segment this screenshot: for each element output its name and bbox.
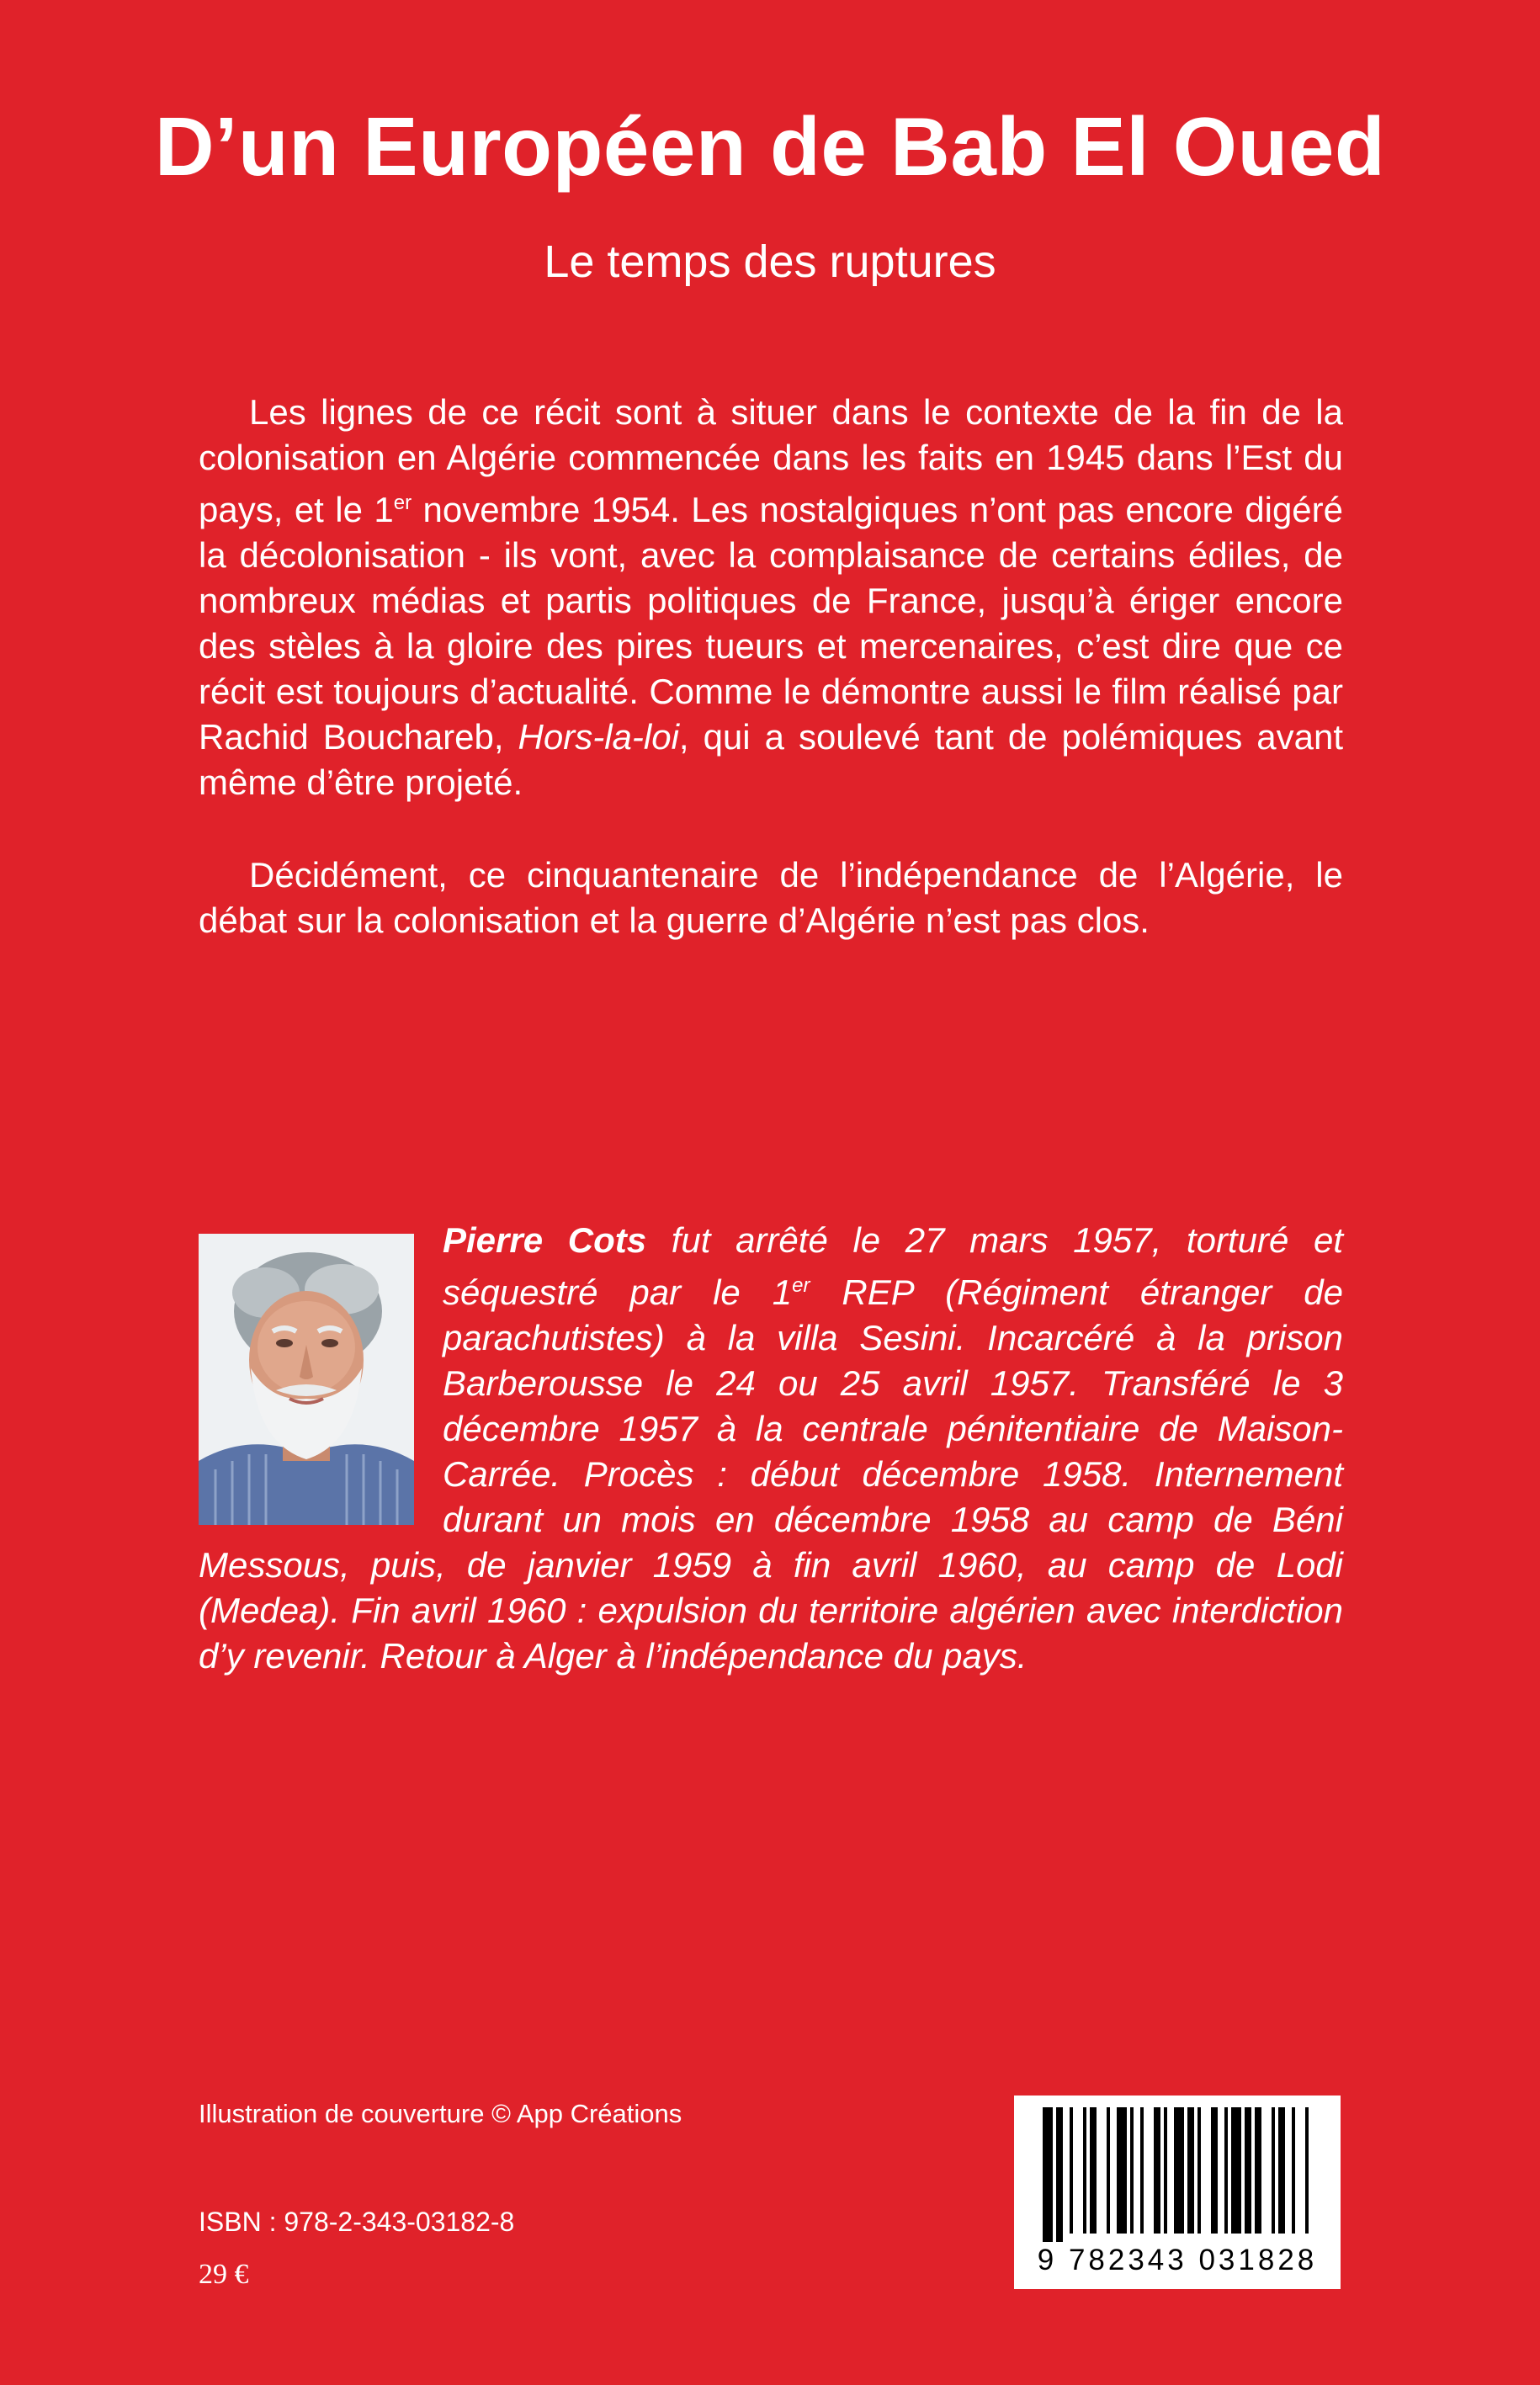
author-bio-text: REP (Régiment étranger de parachutistes) à la villa Sesini. Incarcéré à la prison Barberousse le 24 ou 25 avril 1957. Transféré le 3 décembre 1957 à la centrale pénitentiaire de Maison-Carrée. Procès : début décembre 1958. Internement durant un mois en décembre 1958 au camp de Béni Messous, puis, de janvier 1959 à fin avril 1960, au camp de Lodi (Medea). Fin avril 1960 : expulsion du territoire algérien avec interdiction d’y revenir. Retour à Alger à l’indépendance du pays.	[199, 1272, 1343, 1676]
barcode-bar	[1070, 2107, 1073, 2234]
summary-paragraph-1	[199, 390, 1343, 805]
barcode-bar	[1255, 2107, 1261, 2234]
barcode-bar	[1164, 2107, 1167, 2234]
ordinal-superscript: er	[393, 491, 412, 514]
barcode-bar	[1090, 2107, 1097, 2234]
barcode-bar	[1245, 2107, 1251, 2234]
barcode-bar	[1292, 2107, 1295, 2234]
barcode-bar	[1140, 2107, 1144, 2234]
book-title: D’un Européen de Bab El Oued	[154, 100, 1386, 193]
summary-text: novembre 1954. Les nostalgiques n’ont pas encore digéré la décolonisation - ils vont, avec la complaisance de certains édiles, de nombreux médias et partis politiques de France, jusqu’à ériger encore des stèles à la gloire des pires tueurs et mercenaires, c’est dire que ce récit est toujours d’actualité. Comme le démontre aussi le film réalisé par Rachid Bouchareb,	[199, 490, 1343, 757]
barcode-number: 9 782343 031828	[1037, 2244, 1318, 2276]
barcode	[1014, 2096, 1341, 2289]
barcode-bar	[1272, 2107, 1275, 2234]
barcode-bar	[1174, 2107, 1184, 2234]
book-subtitle: Le temps des ruptures	[544, 236, 996, 287]
summary-paragraph-2: Décidément, ce cinquantenaire de l’indépendance de l’Algérie, le débat sur la colonisation et la guerre d’Algérie n’est pas clos.	[199, 855, 1343, 940]
author-bio	[199, 1218, 1343, 1679]
film-title: Hors-la-loi	[518, 717, 679, 757]
author-bio-text: fut arrêté le 27 mars 1957, torturé et séquestré par le 1	[443, 1220, 1343, 1312]
barcode-bar	[1305, 2107, 1309, 2234]
barcode-bar	[1211, 2107, 1218, 2234]
barcode-bar	[1224, 2107, 1228, 2234]
barcode-bar	[1083, 2107, 1086, 2234]
barcode-bar	[1117, 2107, 1127, 2234]
barcode-bar	[1154, 2107, 1160, 2234]
price: 29 €	[199, 2259, 249, 2290]
summary-text: , qui a soulevé tant de polémiques avant même d’être projeté.	[199, 717, 1343, 802]
barcode-bar	[1278, 2107, 1285, 2234]
ordinal-superscript: er	[792, 1274, 810, 1297]
barcode-bar	[1107, 2107, 1110, 2234]
author-name: Pierre Cots	[443, 1220, 647, 1260]
photo-spacer	[199, 1218, 443, 1538]
barcode-bar	[1231, 2107, 1241, 2234]
barcode-bar	[1187, 2107, 1194, 2234]
barcode-bar	[1056, 2107, 1063, 2242]
barcode-bar	[1130, 2107, 1134, 2234]
barcode-bar	[1197, 2107, 1201, 2234]
isbn: ISBN : 978-2-343-03182-8	[199, 2207, 515, 2237]
cover-credit: Illustration de couverture © App Créations	[199, 2099, 682, 2128]
summary-text: Les lignes de ce récit sont à situer dans le contexte de la fin de la colonisation en Algérie commencée dans les faits en 1945 dans l’Est du pays, et le 1	[199, 392, 1343, 529]
barcode-bar	[1043, 2107, 1053, 2242]
barcode-bars	[1014, 2096, 1341, 2247]
